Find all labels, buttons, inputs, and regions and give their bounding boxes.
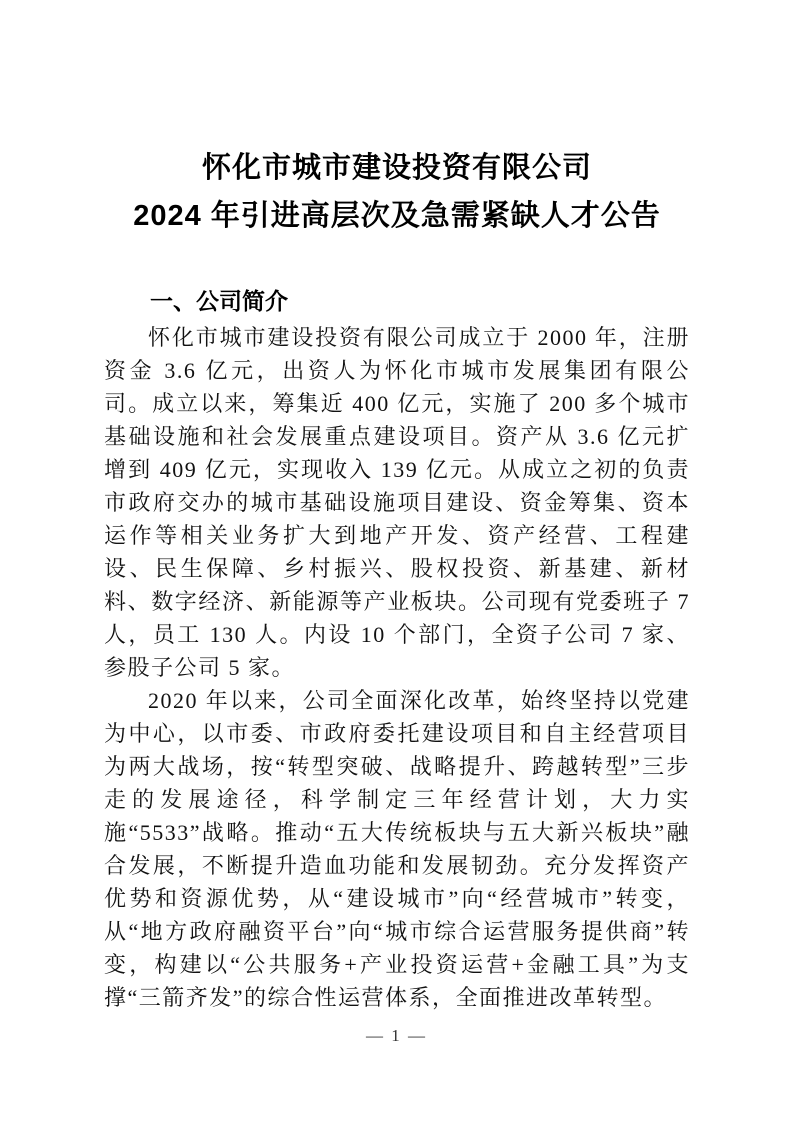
paragraph-company-intro: 怀化市城市建设投资有限公司成立于 2000 年，注册资金 3.6 亿元，出资人为怀化市城市发展集团有限公司。成立以来，筹集近 400 亿元，实施了 200 多个城市基础设施和社会发展重点建设项目。资产从 3.6 亿元扩增到 409 亿元，实现收入 139 亿元。从成立之初的负责市政府交办的城市基础设施项目建设、资金筹集、资本运作等相关业务扩大到地产开发、资产经营、工程建设、民生保障、乡村振兴、股权投资、新基建、新材料、数字经济、新能源等产业板块。公司现有党委班子 7 人，员工 130 人。内设 10 个部门，全资子公司 7 家、参股子公司 5 家。 <box>104 325 690 680</box>
paragraph-reform-strategy: 2020 年以来，公司全面深化改革，始终坚持以党建为中心，以市委、市政府委托建设项目和自主经营项目为两大战场，按“转型突破、战略提升、跨越转型”三步走的发展途径，科学制定三年经营计划，大力实施“5533”战略。推动“五大传统板块与五大新兴板块”融合发展，不断提升造血功能和发展韧劲。充分发挥资产优势和资源优势，从“建设城市”向“经营城市”转变，从“地方政府融资平台”向“城市综合运营服务提供商”转变，构建以“公共服务+产业投资运营+金融工具”为支撑“三箭齐发”的综合性运营体系，全面推进改革转型。 <box>104 688 690 1010</box>
title-line-2: 2024 年引进高层次及急需紧缺人才公告 <box>133 200 661 232</box>
page-number: — 1 — <box>366 1026 427 1045</box>
document-title <box>104 144 690 240</box>
section-heading-company-intro: 一、公司简介 <box>150 288 288 314</box>
title-line-1: 怀化市城市建设投资有限公司 <box>201 152 592 184</box>
document-body <box>104 321 690 1014</box>
